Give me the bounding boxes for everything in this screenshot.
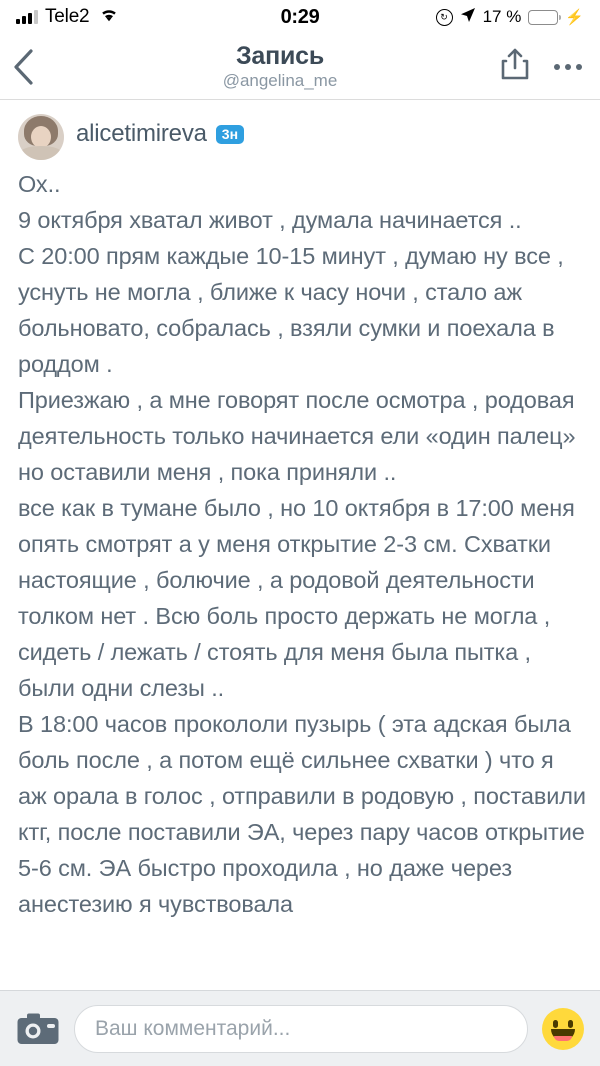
post-paragraph: все как в тумане было , но 10 октября в 17:00 меня опять смотрят а у меня открытие 2-3 см. Схватки настоящие , болючие , а родовой деятельности толком нет . Всю боль просто держать не могла , сидеть / лежать / стоять для меня была пытка , были одни слезы ..	[18, 495, 575, 701]
signal-bars-icon	[16, 10, 38, 24]
comment-bar	[0, 990, 600, 1066]
post-paragraph: В 18:00 часов прокололи пузырь ( эта адская была боль после , а потом ещё сильнее схватки ) что я аж орала в голос , отправили в родовую , поставили ктг, после поставили ЭА, через пару часов открытие 5-6 см. ЭА быстро проходила , но даже через анестезию я чувствовала	[18, 711, 586, 917]
avatar[interactable]	[18, 114, 64, 160]
comment-placeholder: Ваш комментарий...	[95, 1016, 291, 1040]
emoji-button[interactable]	[542, 1008, 584, 1050]
page-title: Запись	[235, 41, 325, 70]
post-header	[14, 114, 586, 160]
post-paragraph: Приезжаю , а мне говорят после осмотра , родовая деятельность только начинается ели «один палец» но оставили меня , пока приняли ..	[18, 387, 576, 485]
share-icon[interactable]	[498, 47, 532, 86]
comment-input[interactable]	[74, 1005, 528, 1053]
nav-actions	[498, 47, 582, 86]
post-paragraph: С 20:00 прям каждые 10-15 минут , думаю ну все , уснуть не могла , ближе к часу ночи , стало аж больновато, собралась , взяли сумки и поехала в роддом .	[18, 243, 564, 377]
author-name[interactable]: alicetimireva	[76, 120, 207, 147]
author-row	[76, 114, 244, 148]
status-right-group	[436, 7, 584, 28]
nav-title-group	[90, 43, 470, 90]
post-content	[0, 100, 600, 990]
post-paragraph: 9 октября хватал живот , думала начинается ..	[18, 207, 522, 233]
carrier-label: Tele2	[45, 6, 90, 27]
battery-percent-label: 17 %	[482, 7, 522, 26]
back-button[interactable]	[12, 48, 52, 86]
post-text	[14, 166, 586, 922]
page-subtitle: @angelina_me	[222, 71, 338, 91]
location-arrow-icon	[460, 7, 476, 28]
clock-label: 0:29	[280, 5, 320, 28]
charging-bolt-icon: ⚡	[565, 9, 584, 26]
orientation-lock-icon: ↻	[436, 9, 453, 26]
status-bar	[0, 0, 600, 34]
more-options-button[interactable]	[554, 64, 582, 70]
post-paragraph: Ох..	[18, 171, 61, 197]
status-left-group	[16, 6, 120, 29]
navigation-bar	[0, 34, 600, 100]
camera-icon[interactable]	[16, 1012, 60, 1046]
wifi-icon	[98, 6, 120, 29]
status-badge: 3н	[216, 125, 244, 144]
battery-icon	[528, 10, 558, 25]
